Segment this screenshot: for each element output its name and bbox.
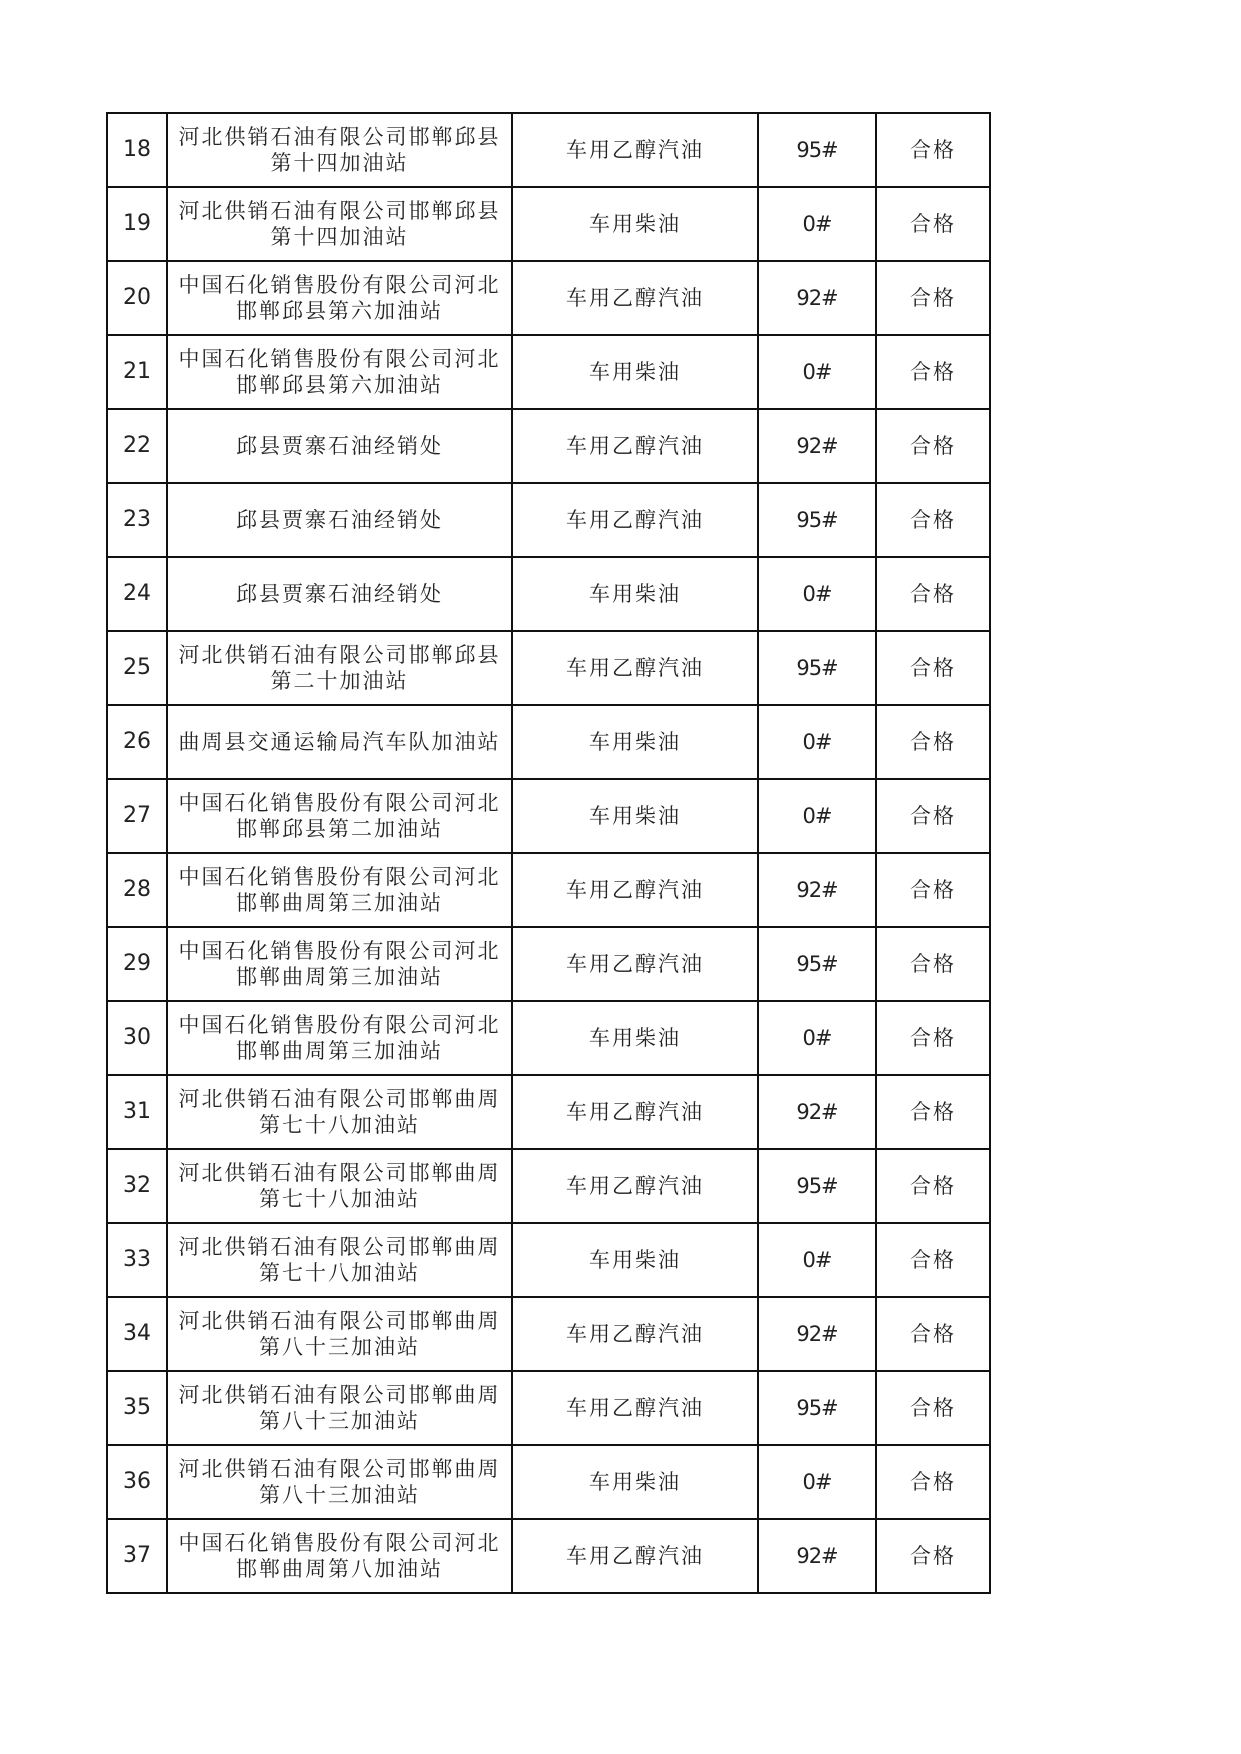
row-number: 32 xyxy=(107,1149,167,1223)
fuel-grade: 92# xyxy=(758,1297,876,1371)
table-row xyxy=(107,187,990,261)
product-name: 车用乙醇汽油 xyxy=(512,1297,758,1371)
product-name: 车用乙醇汽油 xyxy=(512,927,758,1001)
table-row xyxy=(107,483,990,557)
product-name: 车用乙醇汽油 xyxy=(512,261,758,335)
inspection-result: 合格 xyxy=(876,779,990,853)
inspection-result: 合格 xyxy=(876,853,990,927)
station-name: 中国石化销售股份有限公司河北邯郸邱县第二加油站 xyxy=(167,779,512,853)
product-name: 车用柴油 xyxy=(512,187,758,261)
fuel-grade: 92# xyxy=(758,853,876,927)
inspection-result: 合格 xyxy=(876,705,990,779)
table-row xyxy=(107,1001,990,1075)
fuel-grade: 0# xyxy=(758,335,876,409)
table-row xyxy=(107,1223,990,1297)
inspection-result: 合格 xyxy=(876,113,990,187)
inspection-result: 合格 xyxy=(876,631,990,705)
station-name: 河北供销石油有限公司邯郸曲周第八十三加油站 xyxy=(167,1371,512,1445)
table-row xyxy=(107,779,990,853)
row-number: 30 xyxy=(107,1001,167,1075)
inspection-result: 合格 xyxy=(876,1297,990,1371)
row-number: 34 xyxy=(107,1297,167,1371)
inspection-result: 合格 xyxy=(876,1075,990,1149)
station-name: 中国石化销售股份有限公司河北邯郸曲周第八加油站 xyxy=(167,1519,512,1593)
row-number: 37 xyxy=(107,1519,167,1593)
fuel-grade: 92# xyxy=(758,261,876,335)
station-name: 中国石化销售股份有限公司河北邯郸曲周第三加油站 xyxy=(167,853,512,927)
row-number: 21 xyxy=(107,335,167,409)
inspection-result: 合格 xyxy=(876,1001,990,1075)
product-name: 车用柴油 xyxy=(512,557,758,631)
station-name: 河北供销石油有限公司邯郸曲周第八十三加油站 xyxy=(167,1297,512,1371)
station-name: 中国石化销售股份有限公司河北邯郸曲周第三加油站 xyxy=(167,1001,512,1075)
product-name: 车用柴油 xyxy=(512,779,758,853)
inspection-result: 合格 xyxy=(876,261,990,335)
product-name: 车用乙醇汽油 xyxy=(512,409,758,483)
product-name: 车用乙醇汽油 xyxy=(512,113,758,187)
row-number: 18 xyxy=(107,113,167,187)
station-name: 河北供销石油有限公司邯郸曲周第八十三加油站 xyxy=(167,1445,512,1519)
product-name: 车用乙醇汽油 xyxy=(512,1075,758,1149)
product-name: 车用柴油 xyxy=(512,335,758,409)
table-row xyxy=(107,1371,990,1445)
row-number: 19 xyxy=(107,187,167,261)
fuel-grade: 0# xyxy=(758,705,876,779)
fuel-grade: 0# xyxy=(758,1223,876,1297)
fuel-grade: 0# xyxy=(758,187,876,261)
fuel-grade: 92# xyxy=(758,409,876,483)
inspection-result: 合格 xyxy=(876,1371,990,1445)
inspection-result: 合格 xyxy=(876,1223,990,1297)
fuel-grade: 95# xyxy=(758,631,876,705)
row-number: 27 xyxy=(107,779,167,853)
inspection-result: 合格 xyxy=(876,483,990,557)
table-row xyxy=(107,1297,990,1371)
table-row xyxy=(107,1149,990,1223)
fuel-grade: 92# xyxy=(758,1075,876,1149)
inspection-result: 合格 xyxy=(876,1445,990,1519)
fuel-grade: 95# xyxy=(758,483,876,557)
table-row xyxy=(107,927,990,1001)
inspection-result: 合格 xyxy=(876,927,990,1001)
product-name: 车用乙醇汽油 xyxy=(512,1519,758,1593)
station-name: 邱县贾寨石油经销处 xyxy=(167,557,512,631)
table-row xyxy=(107,335,990,409)
table-row xyxy=(107,409,990,483)
station-name: 曲周县交通运输局汽车队加油站 xyxy=(167,705,512,779)
fuel-grade: 95# xyxy=(758,1149,876,1223)
product-name: 车用乙醇汽油 xyxy=(512,483,758,557)
table-row xyxy=(107,113,990,187)
station-name: 中国石化销售股份有限公司河北邯郸曲周第三加油站 xyxy=(167,927,512,1001)
inspection-result: 合格 xyxy=(876,409,990,483)
table-row xyxy=(107,1445,990,1519)
fuel-grade: 0# xyxy=(758,1001,876,1075)
station-name: 中国石化销售股份有限公司河北邯郸邱县第六加油站 xyxy=(167,335,512,409)
row-number: 31 xyxy=(107,1075,167,1149)
station-name: 河北供销石油有限公司邯郸邱县第二十加油站 xyxy=(167,631,512,705)
product-name: 车用乙醇汽油 xyxy=(512,1149,758,1223)
row-number: 23 xyxy=(107,483,167,557)
station-name: 邱县贾寨石油经销处 xyxy=(167,409,512,483)
fuel-grade: 92# xyxy=(758,1519,876,1593)
station-name: 河北供销石油有限公司邯郸曲周第七十八加油站 xyxy=(167,1075,512,1149)
station-name: 河北供销石油有限公司邯郸邱县第十四加油站 xyxy=(167,113,512,187)
station-name: 河北供销石油有限公司邯郸曲周第七十八加油站 xyxy=(167,1149,512,1223)
inspection-result: 合格 xyxy=(876,335,990,409)
product-name: 车用柴油 xyxy=(512,1445,758,1519)
table-row xyxy=(107,557,990,631)
station-name: 河北供销石油有限公司邯郸曲周第七十八加油站 xyxy=(167,1223,512,1297)
inspection-result: 合格 xyxy=(876,187,990,261)
fuel-grade: 0# xyxy=(758,557,876,631)
fuel-grade: 0# xyxy=(758,779,876,853)
row-number: 24 xyxy=(107,557,167,631)
inspection-result: 合格 xyxy=(876,1519,990,1593)
table-row xyxy=(107,261,990,335)
row-number: 29 xyxy=(107,927,167,1001)
product-name: 车用柴油 xyxy=(512,1223,758,1297)
row-number: 33 xyxy=(107,1223,167,1297)
fuel-grade: 95# xyxy=(758,113,876,187)
row-number: 36 xyxy=(107,1445,167,1519)
station-name: 中国石化销售股份有限公司河北邯郸邱县第六加油站 xyxy=(167,261,512,335)
row-number: 20 xyxy=(107,261,167,335)
row-number: 35 xyxy=(107,1371,167,1445)
inspection-result: 合格 xyxy=(876,1149,990,1223)
table-row xyxy=(107,1519,990,1593)
row-number: 28 xyxy=(107,853,167,927)
product-name: 车用乙醇汽油 xyxy=(512,853,758,927)
row-number: 22 xyxy=(107,409,167,483)
product-name: 车用乙醇汽油 xyxy=(512,631,758,705)
table-row xyxy=(107,853,990,927)
station-name: 邱县贾寨石油经销处 xyxy=(167,483,512,557)
table-row xyxy=(107,1075,990,1149)
product-name: 车用柴油 xyxy=(512,705,758,779)
fuel-grade: 95# xyxy=(758,927,876,1001)
table-row xyxy=(107,631,990,705)
product-name: 车用柴油 xyxy=(512,1001,758,1075)
row-number: 25 xyxy=(107,631,167,705)
inspection-results-table xyxy=(106,112,991,1594)
fuel-grade: 95# xyxy=(758,1371,876,1445)
station-name: 河北供销石油有限公司邯郸邱县第十四加油站 xyxy=(167,187,512,261)
product-name: 车用乙醇汽油 xyxy=(512,1371,758,1445)
table-row xyxy=(107,705,990,779)
inspection-result: 合格 xyxy=(876,557,990,631)
fuel-grade: 0# xyxy=(758,1445,876,1519)
row-number: 26 xyxy=(107,705,167,779)
